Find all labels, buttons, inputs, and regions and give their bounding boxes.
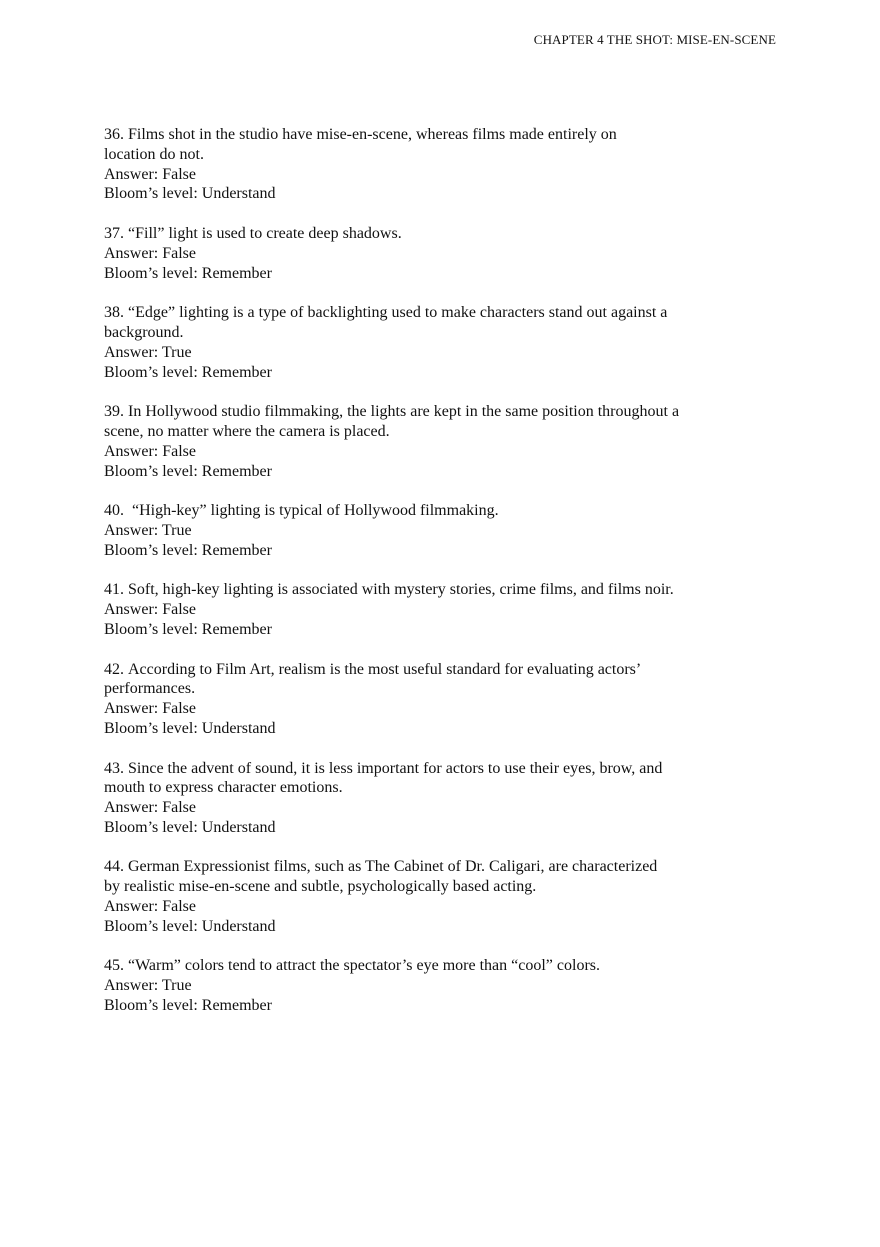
question-line: background. (104, 323, 184, 341)
bloom-level-line: Bloom’s level: Remember (104, 264, 272, 282)
question-item (104, 303, 764, 382)
answer-line: Answer: False (104, 898, 196, 916)
question-text (104, 857, 764, 897)
question-item (104, 224, 764, 283)
bloom-level-line: Bloom’s level: Understand (104, 917, 276, 935)
answer-line: Answer: False (104, 165, 196, 183)
bloom-level-line: Bloom’s level: Remember (104, 541, 272, 559)
question-text (104, 224, 764, 244)
bloom-level-line: Bloom’s level: Remember (104, 997, 272, 1015)
bloom-level-line: Bloom’s level: Understand (104, 185, 276, 203)
question-number: 43. (104, 759, 124, 777)
question-line: According to Film Art, realism is the most useful standard for evaluating actors’ (128, 660, 642, 678)
bloom-level-line: Bloom’s level: Remember (104, 462, 272, 480)
answer-line: Answer: True (104, 521, 192, 539)
question-item (104, 660, 764, 739)
question-number: 42. (104, 660, 124, 678)
question-list (104, 125, 764, 1036)
answer-line: Answer: True (104, 343, 192, 361)
question-text (104, 660, 764, 700)
bloom-level-line: Bloom’s level: Understand (104, 719, 276, 737)
question-item (104, 402, 764, 481)
question-line: mouth to express character emotions. (104, 779, 343, 797)
question-line: In Hollywood studio filmmaking, the lights are kept in the same position throughout a (128, 403, 680, 421)
question-text (104, 759, 764, 799)
question-line: Films shot in the studio have mise-en-scene, whereas films made entirely on (128, 126, 617, 143)
question-item (104, 956, 764, 1015)
question-line: “Warm” colors tend to attract the spectator’s eye more than “cool” colors. (128, 957, 600, 975)
question-text (104, 303, 764, 343)
question-text (104, 956, 764, 976)
question-item (104, 580, 764, 639)
bloom-level-line: Bloom’s level: Remember (104, 620, 272, 638)
running-header: CHAPTER 4 THE SHOT: MISE-EN-SCENE (533, 32, 776, 47)
bloom-level-line: Bloom’s level: Understand (104, 818, 276, 836)
question-number: 44. (104, 858, 124, 876)
question-line: scene, no matter where the camera is placed. (104, 422, 390, 440)
question-item (104, 759, 764, 838)
question-item (104, 857, 764, 936)
question-line: by realistic mise-en-scene and subtle, psychologically based acting. (104, 878, 537, 896)
question-line: German Expressionist films, such as The Cabinet of Dr. Caligari, are characterized (128, 858, 658, 876)
question-line: Soft, high-key lighting is associated with mystery stories, crime films, and films noir. (128, 581, 674, 599)
answer-line: Answer: False (104, 799, 196, 817)
question-line: “Edge” lighting is a type of backlighting used to make characters stand out against a (128, 304, 668, 322)
bloom-level-line: Bloom’s level: Remember (104, 363, 272, 381)
question-item (104, 125, 764, 204)
question-number: 37. (104, 224, 124, 242)
question-line: location do not. (104, 145, 204, 163)
answer-line: Answer: False (104, 601, 196, 619)
question-text (104, 501, 764, 521)
question-text (104, 580, 764, 600)
answer-line: Answer: False (104, 442, 196, 460)
question-number: 41. (104, 581, 124, 599)
question-line: “High-key” lighting is typical of Hollywood filmmaking. (128, 502, 499, 520)
question-number: 38. (104, 304, 124, 322)
question-number: 45. (104, 957, 124, 975)
answer-line: Answer: False (104, 244, 196, 262)
question-line: performances. (104, 680, 196, 698)
question-line: Since the advent of sound, it is less important for actors to use their eyes, brow, and (128, 759, 663, 777)
question-number: 39. (104, 403, 124, 421)
question-number: 40. (104, 502, 124, 520)
question-number: 36. (104, 126, 124, 143)
answer-line: Answer: False (104, 700, 196, 718)
answer-line: Answer: True (104, 977, 192, 995)
question-line: “Fill” light is used to create deep shadows. (128, 224, 402, 242)
question-item (104, 501, 764, 560)
question-text (104, 402, 764, 442)
question-text (104, 125, 764, 165)
